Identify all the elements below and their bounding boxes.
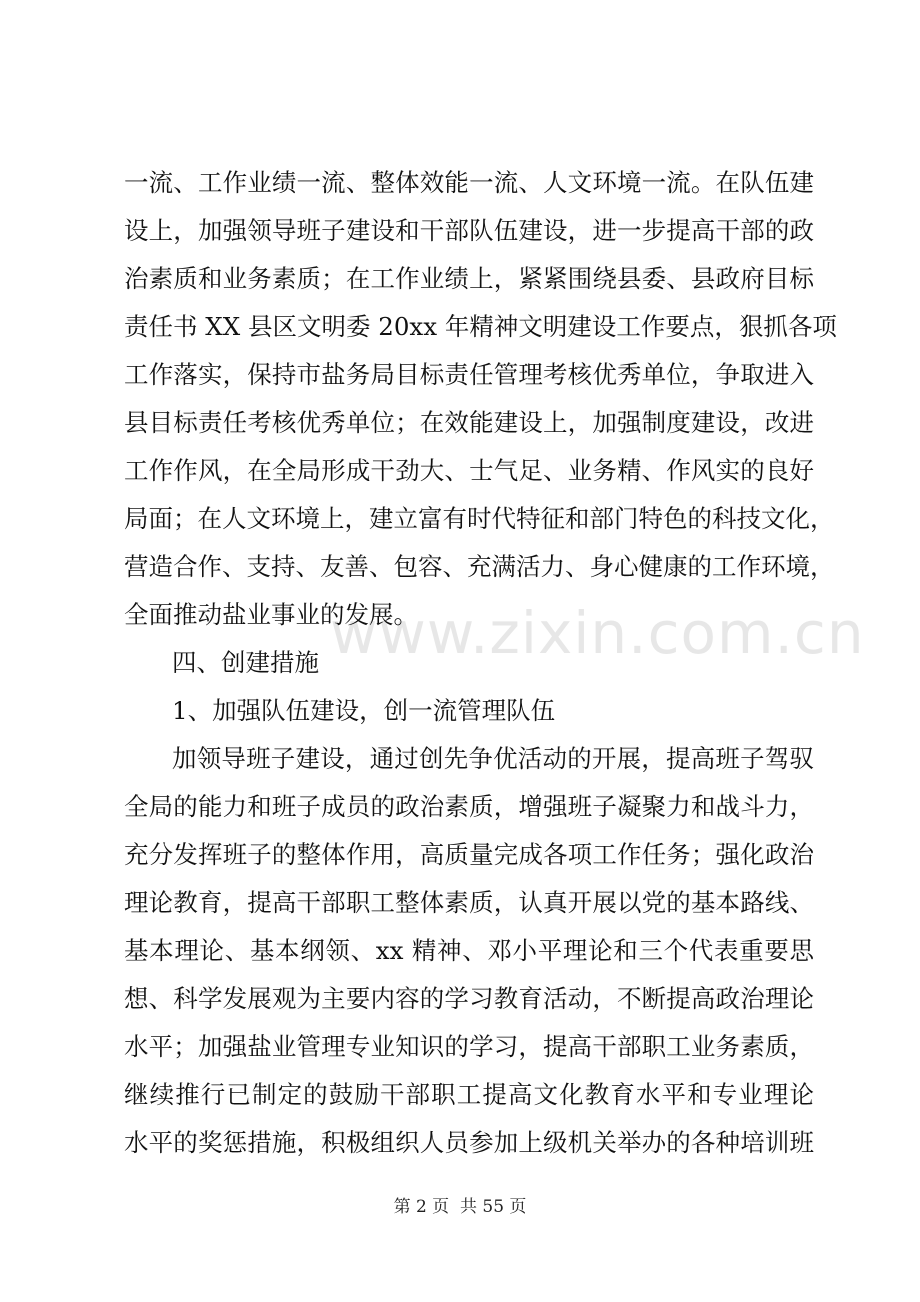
text-line: 想、科学发展观为主要内容的学习教育活动，不断提高政治理论: [124, 984, 814, 1013]
text-line: 加领导班子建设，通过创先争优活动的开展，提高班子驾驭: [172, 744, 814, 773]
page-footer: 第 2 页 共 55 页: [393, 1197, 527, 1217]
text-line: 县目标责任考核优秀单位；在效能建设上，加强制度建设，改进: [124, 408, 814, 437]
text-line: 继续推行已制定的鼓励干部职工提高文化教育水平和专业理论: [124, 1080, 814, 1109]
text-line: 一流、工作业绩一流、整体效能一流、人文环境一流。在队伍建: [124, 168, 814, 197]
text-line: 水平；加强盐业管理专业知识的学习，提高干部职工业务素质，: [124, 1032, 814, 1061]
text-line: 理论教育，提高干部职工整体素质，认真开展以党的基本路线、: [124, 888, 814, 917]
text-line: 设上，加强领导班子建设和干部队伍建设，进一步提高干部的政: [124, 216, 814, 245]
text-line: 水平的奖惩措施，积极组织人员参加上级机关举办的各种培训班: [124, 1128, 814, 1157]
text-line: 治素质和业务素质；在工作业绩上，紧紧围绕县委、县政府目标: [124, 264, 814, 293]
section-heading: 四、创建措施: [172, 648, 319, 677]
text-line: 全局的能力和班子成员的政治素质，增强班子凝聚力和战斗力，: [124, 792, 814, 821]
text-line: 责任书 XX 县区文明委 20xx 年精神文明建设工作要点，狠抓各项: [124, 312, 837, 341]
text-line: 全面推动盐业事业的发展。: [124, 600, 418, 629]
text-line: 局面；在人文环境上，建立富有时代特征和部门特色的科技文化，: [124, 504, 835, 533]
text-line: 充分发挥班子的整体作用，高质量完成各项工作任务；强化政治: [124, 840, 814, 869]
text-line: 工作作风，在全局形成干劲大、士气足、业务精、作风实的良好: [124, 456, 814, 485]
text-line: 营造合作、支持、友善、包容、充满活力、身心健康的工作环境，: [124, 552, 835, 581]
subsection-heading: 1、加强队伍建设，创一流管理队伍: [172, 696, 556, 725]
text-line: 工作落实，保持市盐务局目标责任管理考核优秀单位，争取进入: [124, 360, 814, 389]
watermark: www.zixin.com.cn: [330, 599, 865, 667]
text-line: 基本理论、基本纲领、xx 精神、邓小平理论和三个代表重要思: [124, 936, 814, 965]
